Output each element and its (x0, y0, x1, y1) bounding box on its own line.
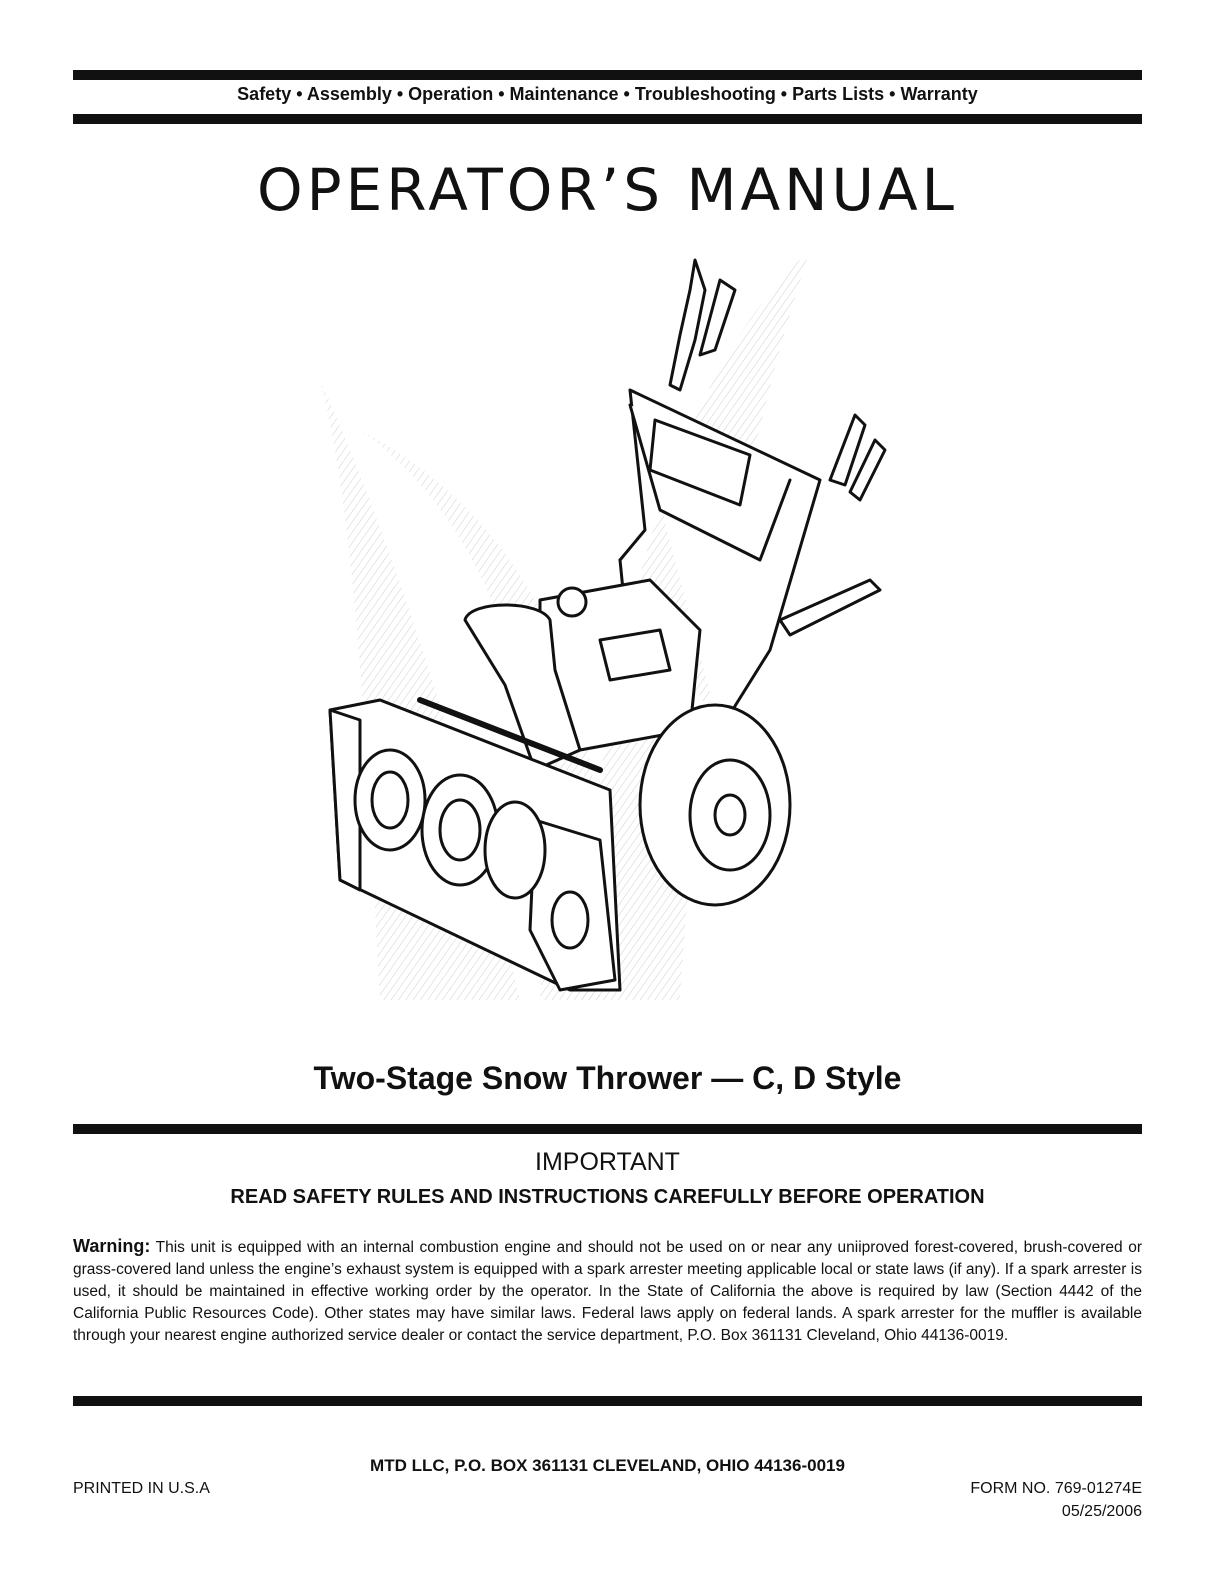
top-rule-lower (73, 114, 1142, 124)
form-date: 05/25/2006 (1061, 1503, 1142, 1520)
important-heading: IMPORTANT (535, 1148, 680, 1176)
printed-in: PRINTED IN U.S.A (73, 1480, 210, 1497)
company-address: MTD LLC, P.O. BOX 361131 CLEVELAND, OHIO 44136-0019 (370, 1456, 845, 1475)
warning-paragraph (73, 1235, 1142, 1347)
top-rule-upper (73, 70, 1142, 80)
mid-rule-upper (73, 1124, 1142, 1134)
form-number: FORM NO. 769-01274E (970, 1480, 1142, 1497)
chute-crank (780, 580, 880, 635)
page-title: OPERATOR’S MANUAL (256, 156, 958, 224)
mid-rule-lower (73, 1396, 1142, 1406)
topics-bar: Safety • Assembly • Operation • Maintenance • Troubleshooting • Parts Lists • Warranty (237, 84, 978, 104)
auger-center (485, 802, 545, 898)
warning-text: This unit is equipped with an internal combustion engine and should not be used on or near any uniiproved forest-covered, brush-covered or grass-covered land unless the engine’s exhaust system is equipped with a spark arrester meeting applicable local or state laws (if any). If a spark arrester is used, it should be maintained in effective working order by the operator. In the State of California the above is required by law (Section 4442 of the California Public Resources Code). Other states may have similar laws. Federal laws apply on federal lands. A spark arrester for the muffler is available through your nearest engine authorized service dealer or contact the service department, P.O. Box 361131 Cleveland, Ohio 44136-0019. (73, 1239, 1142, 1344)
snow-thrower-illustration (300, 230, 920, 1010)
product-subtitle: Two-Stage Snow Thrower — C, D Style (313, 1060, 902, 1096)
safety-subheading: READ SAFETY RULES AND INSTRUCTIONS CAREFULLY BEFORE OPERATION (230, 1186, 985, 1208)
warning-label: Warning: (73, 1236, 151, 1256)
fuel-cap (558, 588, 586, 616)
left-grip (670, 260, 705, 390)
